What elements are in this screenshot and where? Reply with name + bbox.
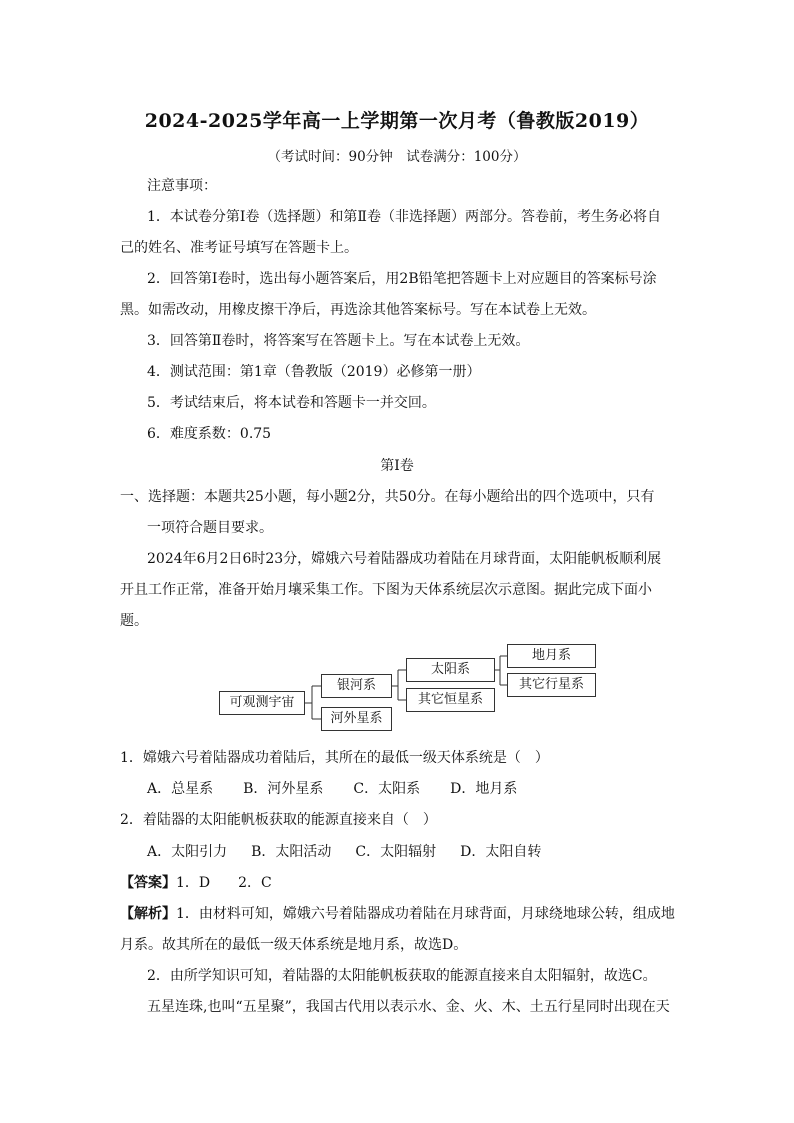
- answer-label: 【答案】: [120, 875, 176, 891]
- option-b: B．太阳活动: [251, 844, 332, 860]
- box-other-galaxies: 河外星系: [321, 707, 392, 731]
- answer-line: [120, 873, 680, 893]
- part-instruction: 一项符合题目要求。: [147, 520, 273, 536]
- answer-text: 1．D 2．C: [176, 875, 272, 891]
- notice-item: 2．回答第Ⅰ卷时，选出每小题答案后，用2B铅笔把答题卡上对应题目的答案标号涂: [147, 271, 657, 287]
- exam-title: 2024-2025学年高一上学期第一次月考（鲁教版2019）: [144, 110, 650, 132]
- next-material-text: 五星连珠,也叫“五星聚”，我国古代用以表示水、金、火、木、土五行星同时出现在天: [147, 999, 670, 1015]
- question-options-2: [147, 842, 707, 862]
- analysis-label: 【解析】: [120, 906, 176, 922]
- notice-item: 6．难度系数：0.75: [147, 426, 272, 442]
- notice-heading: 注意事项：: [147, 178, 217, 194]
- option-b: B．河外星系: [243, 781, 324, 797]
- analysis-text: 2．由所学知识可知，着陆器的太阳能帆板获取的能源直接来自太阳辐射，故选C。: [147, 968, 657, 984]
- section-title: 第Ⅰ卷: [380, 458, 414, 474]
- option-d: D．太阳自转: [460, 844, 542, 860]
- box-other-planet-systems: 其它行星系: [507, 673, 596, 697]
- analysis-text: 月系。故其所在的最低一级天体系统是地月系，故选D。: [120, 937, 468, 953]
- part-instruction: 一、选择题：本题共25小题，每小题2分，共50分。在每小题给出的四个选项中，只有: [120, 489, 655, 505]
- notice-item: 己的姓名、准考证号填写在答题卡上。: [120, 240, 358, 256]
- box-other-star-systems: 其它恒星系: [406, 688, 495, 712]
- option-a: A．太阳引力: [147, 844, 228, 860]
- exam-subtitle: （考试时间：90分钟 试卷满分：100分）: [267, 149, 527, 165]
- box-earth-moon: 地月系: [507, 644, 596, 668]
- material-text: 开且工作正常，准备开始月壤采集工作。下图为天体系统层次示意图。据此完成下面小: [120, 582, 652, 598]
- question-stem-1: 1．嫦娥六号着陆器成功着陆后，其所在的最低一级天体系统是（ ）: [120, 750, 549, 766]
- question-options-1: [147, 779, 707, 799]
- option-c: C．太阳辐射: [355, 844, 437, 860]
- notice-item: 5．考试结束后，将本试卷和答题卡一并交回。: [147, 395, 436, 411]
- analysis-text: 1．由材料可知，嫦娥六号着陆器成功着陆在月球背面，月球绕地球公转，组成地: [176, 906, 675, 922]
- option-a: A．总星系: [147, 781, 214, 797]
- notice-item: 黑。如需改动，用橡皮擦干净后，再选涂其他答案标号。写在本试卷上无效。: [120, 302, 596, 318]
- analysis-line: [120, 904, 680, 924]
- material-text: 题。: [120, 613, 148, 629]
- material-text: 2024年6月2日6时23分，嫦娥六号着陆器成功着陆在月球背面，太阳能帆板顺利展: [147, 551, 662, 567]
- box-observable-universe: 可观测宇宙: [219, 691, 305, 715]
- notice-item: 4．测试范围：第1章（鲁教版（2019）必修第一册）: [147, 364, 481, 380]
- option-d: D．地月系: [450, 781, 518, 797]
- box-milky-way: 银河系: [321, 674, 392, 698]
- option-c: C．太阳系: [353, 781, 421, 797]
- box-solar-system: 太阳系: [406, 658, 495, 682]
- notice-item: 1．本试卷分第Ⅰ卷（选择题）和第Ⅱ卷（非选择题）两部分。答卷前，考生务必将自: [147, 209, 661, 225]
- question-stem-2: 2．着陆器的太阳能帆板获取的能源直接来自（ ）: [120, 812, 437, 828]
- notice-item: 3．回答第Ⅱ卷时，将答案写在答题卡上。写在本试卷上无效。: [147, 333, 530, 349]
